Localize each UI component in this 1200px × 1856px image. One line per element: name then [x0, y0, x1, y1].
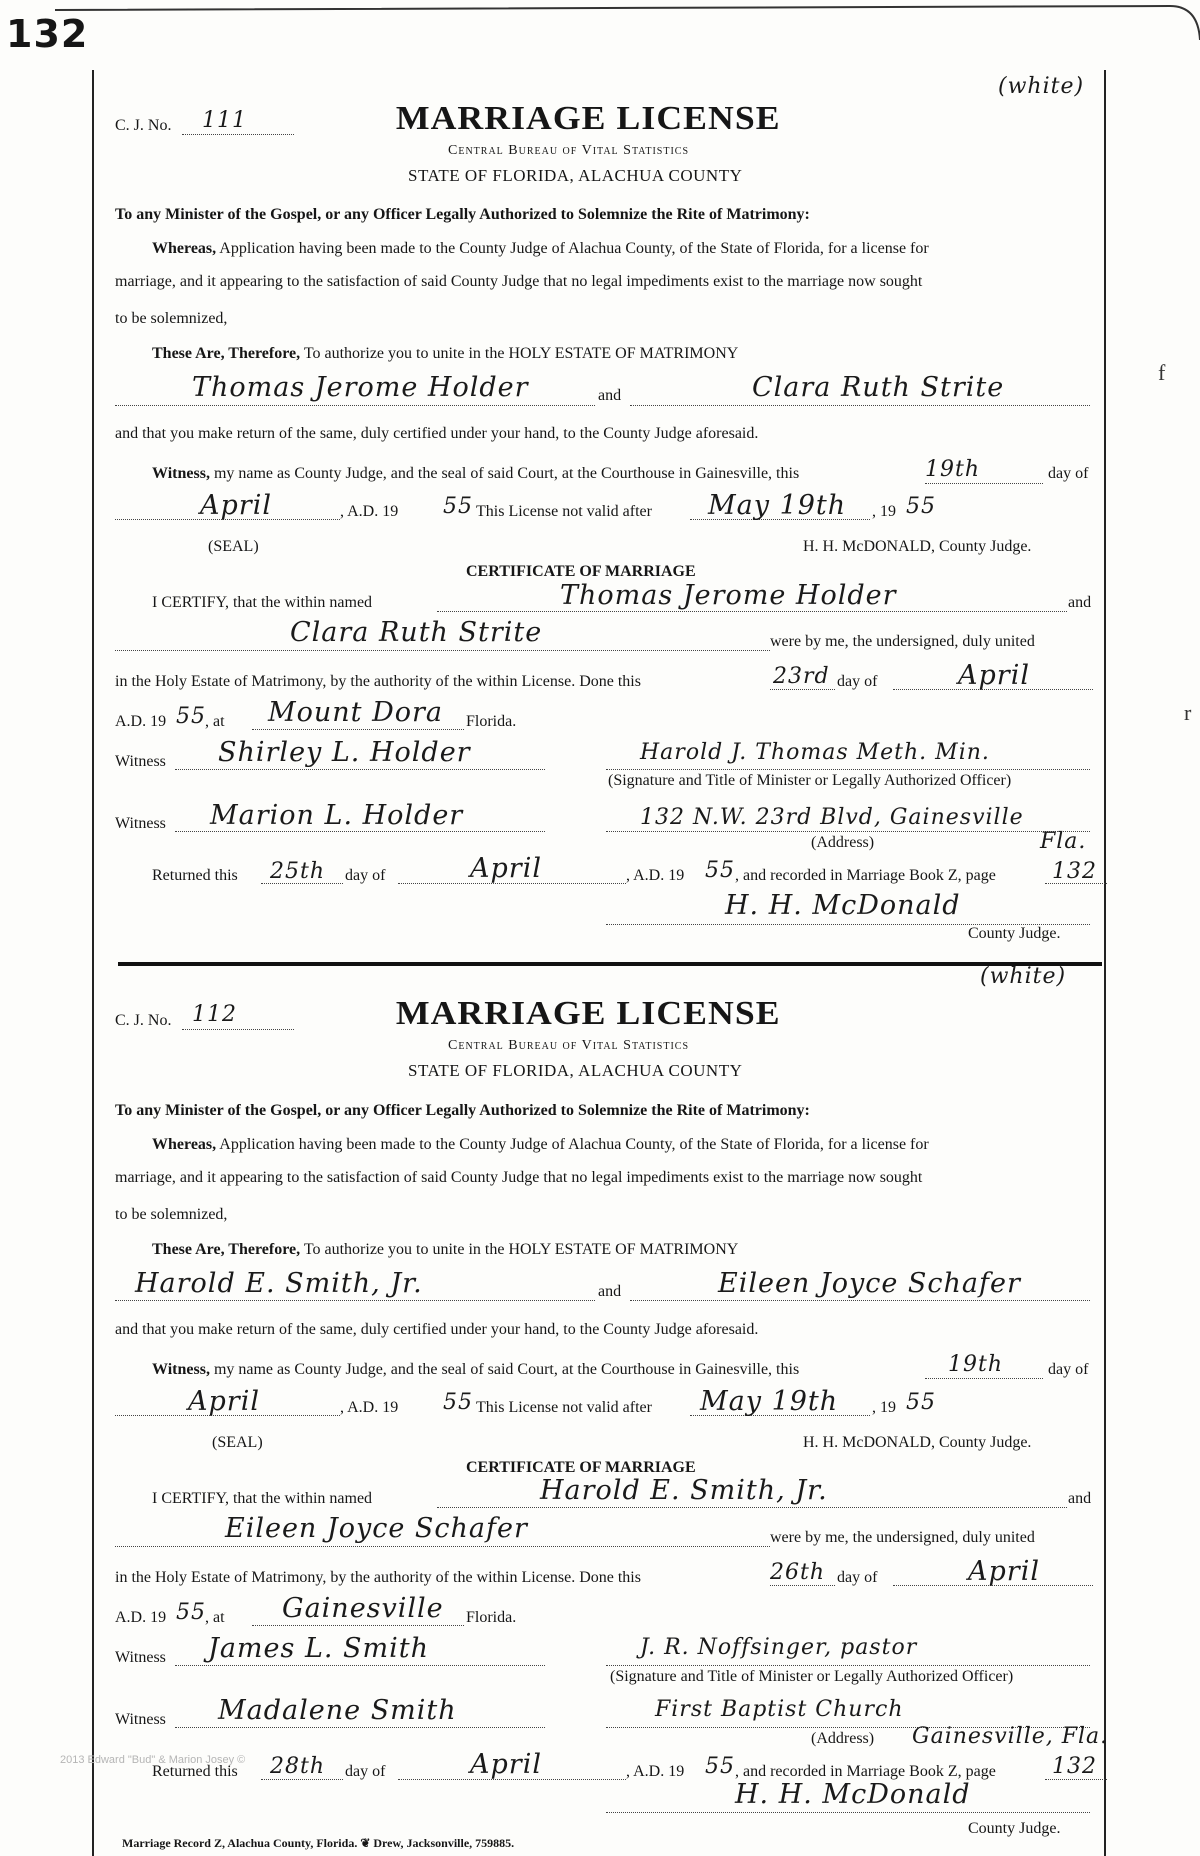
officiant-address-2: Gainesville, Fla. [912, 1724, 1109, 1749]
officiant-address: First Baptist Church [655, 1697, 904, 1722]
witness-2-label: Witness [115, 815, 166, 832]
nineteen-label: , 19 [872, 1399, 896, 1416]
race-note: (white) [998, 74, 1085, 99]
married-day: 26th [770, 1560, 826, 1585]
county-judge-label: County Judge. [968, 925, 1061, 942]
cj-label: C. J. No. [115, 1012, 172, 1029]
license-title: MARRIAGE LICENSE [395, 100, 781, 137]
witness-line: Witness, my name as County Judge, and the seal of said Court, at the Courthouse in Gainesville, this [152, 1361, 800, 1378]
address-label: (Address) [811, 834, 875, 851]
license-title: MARRIAGE LICENSE [395, 995, 781, 1032]
salutation: To any Minister of the Gospel, or any Officer Legally Authorized to Solemnize the Rite of Matrimony: [115, 1102, 810, 1119]
these-are-line: These Are, Therefore, To authorize you to unite in the HOLY ESTATE OF MATRIMONY [152, 1241, 739, 1258]
florida-label: Florida. [466, 713, 517, 730]
groom-name: Thomas Jerome Holder [192, 372, 529, 403]
seal-label: (SEAL) [208, 538, 259, 555]
witness-1-label: Witness [115, 1649, 166, 1666]
witness-2-label: Witness [115, 1711, 166, 1728]
bureau-subtitle: Central Bureau of Vital Statistics [448, 1038, 690, 1053]
record-page: 132 [1052, 859, 1097, 884]
issue-month: April [200, 490, 272, 521]
whereas-line-1: Whereas, Application having been made to the County Judge of Alachua County, of the State of Florida, for a license for [152, 1136, 929, 1153]
recorded-label: , and recorded in Marriage Book Z, page [735, 867, 996, 884]
expire-year: 55 [906, 1390, 936, 1415]
whereas-line-3: to be solemnized, [115, 1206, 228, 1223]
sig-title-label: (Signature and Title of Minister or Legally Authorized Officer) [610, 1668, 1014, 1685]
issue-year: 55 [443, 494, 473, 519]
returned-ad: , A.D. 19 [626, 1763, 685, 1780]
witness-2-name: Marion L. Holder [210, 800, 464, 831]
marriage-place: Gainesville [282, 1593, 444, 1624]
certificate-title: CERTIFICATE OF MARRIAGE [466, 563, 696, 580]
salutation: To any Minister of the Gospel, or any Officer Legally Authorized to Solemnize the Rite of Matrimony: [115, 206, 810, 223]
were-by-me: were by me, the undersigned, duly united [770, 1529, 1035, 1546]
bureau-subtitle: Central Bureau of Vital Statistics [448, 143, 690, 158]
judge-name: H. H. McDONALD, County Judge. [803, 1434, 1032, 1451]
day-of-2: day of [837, 673, 878, 690]
whereas-line-2: marriage, and it appearing to the satisfaction of said County Judge that no legal impediments exist to the marriage now sought [115, 1169, 923, 1186]
were-by-me: were by me, the undersigned, duly united [770, 633, 1035, 650]
officiant-address-2: Fla. [1040, 829, 1087, 854]
cert-groom: Thomas Jerome Holder [560, 580, 897, 611]
not-valid-label: This License not valid after [476, 1399, 652, 1416]
returned-year: 55 [705, 858, 735, 883]
returned-day: 28th [270, 1754, 326, 1779]
page-number: 132 [6, 12, 89, 56]
margin-mark-1: f [1158, 360, 1166, 385]
margin-mark-2: r [1184, 700, 1192, 725]
witness-1-name: Shirley L. Holder [218, 737, 471, 768]
day-of: day of [1048, 1361, 1089, 1378]
married-month: April [958, 660, 1030, 691]
return-text: and that you make return of the same, duly certified under your hand, to the County Judge aforesaid. [115, 1321, 759, 1338]
witness-1-label: Witness [115, 753, 166, 770]
judge-signature: H. H. McDonald [735, 1779, 971, 1810]
issue-day: 19th [948, 1352, 1004, 1377]
return-text: and that you make return of the same, duly certified under your hand, to the County Judge aforesaid. [115, 425, 759, 442]
day-of: day of [1048, 465, 1089, 482]
cert-groom: Harold E. Smith, Jr. [540, 1475, 828, 1506]
seal-label: (SEAL) [212, 1434, 263, 1451]
cj-number: 112 [192, 1002, 237, 1027]
florida-label: Florida. [466, 1609, 517, 1626]
state-county: STATE OF FLORIDA, ALACHUA COUNTY [408, 166, 743, 185]
returned-year: 55 [705, 1754, 735, 1779]
returned-label: Returned this [152, 867, 238, 884]
cj-label: C. J. No. [115, 117, 172, 134]
race-note: (white) [980, 964, 1067, 989]
officiant-address: 132 N.W. 23rd Blvd, Gainesville [640, 805, 1024, 830]
marriage-place: Mount Dora [268, 697, 444, 728]
cert-and: and [1068, 594, 1092, 611]
not-valid-label: This License not valid after [476, 503, 652, 520]
footer-text: Marriage Record Z, Alachua County, Florida. ❦ Drew, Jacksonville, 759885. [122, 1836, 515, 1850]
witness-2-name: Madalene Smith [218, 1695, 457, 1726]
at-label: , at [205, 1609, 225, 1626]
witness-1-name: James L. Smith [208, 1633, 430, 1664]
married-day: 23rd [773, 664, 830, 689]
nineteen-label: , 19 [872, 503, 896, 520]
recorded-label: , and recorded in Marriage Book Z, page [735, 1763, 996, 1780]
returned-ad: , A.D. 19 [626, 867, 685, 884]
groom-name: Harold E. Smith, Jr. [135, 1268, 423, 1299]
holy-estate-line: in the Holy Estate of Matrimony, by the authority of the within License. Done this [115, 1569, 641, 1586]
at-label: , at [205, 713, 225, 730]
judge-name: H. H. McDONALD, County Judge. [803, 538, 1032, 555]
expire-date: May 19th [708, 490, 847, 521]
holy-estate-line: in the Holy Estate of Matrimony, by the authority of the within License. Done this [115, 673, 641, 690]
copyright-watermark: 2013 Edward "Bud" & Marion Josey © [60, 1754, 246, 1766]
expire-date: May 19th [700, 1386, 839, 1417]
record-page: 132 [1052, 1754, 1097, 1779]
married-month: April [968, 1556, 1040, 1587]
day-of-2: day of [837, 1569, 878, 1586]
and-word: and [598, 1283, 622, 1300]
returned-day: 25th [270, 859, 326, 884]
issue-year: 55 [443, 1390, 473, 1415]
expire-year: 55 [906, 494, 936, 519]
witness-line: Witness, my name as County Judge, and the seal of said Court, at the Courthouse in Gainesville, this [152, 465, 800, 482]
whereas-line-3: to be solemnized, [115, 310, 228, 327]
married-year: 55 [176, 704, 206, 729]
cj-number: 111 [202, 108, 247, 133]
whereas-line-2: marriage, and it appearing to the satisfaction of said County Judge that no legal impediments exist to the marriage now sought [115, 273, 923, 290]
ad-label: , A.D. 19 [340, 503, 399, 520]
returned-day-of: day of [345, 1763, 386, 1780]
ad-label: , A.D. 19 [340, 1399, 399, 1416]
cert-bride: Eileen Joyce Schafer [225, 1513, 528, 1544]
sig-title-label: (Signature and Title of Minister or Legally Authorized Officer) [608, 772, 1012, 789]
and-word: and [598, 387, 622, 404]
officiant-signature: J. R. Noffsinger, pastor [640, 1635, 918, 1660]
officiant-signature: Harold J. Thomas Meth. Min. [640, 740, 990, 765]
issue-month: April [188, 1386, 260, 1417]
ad-line-label: A.D. 19 [115, 1609, 167, 1626]
bride-name: Eileen Joyce Schafer [718, 1268, 1021, 1299]
married-year: 55 [176, 1600, 206, 1625]
address-label: (Address) [811, 1730, 875, 1747]
whereas-line-1: Whereas, Application having been made to the County Judge of Alachua County, of the State of Florida, for a license for [152, 240, 929, 257]
state-county: STATE OF FLORIDA, ALACHUA COUNTY [408, 1061, 743, 1080]
returned-month: April [470, 853, 542, 884]
cert-bride: Clara Ruth Strite [290, 617, 543, 648]
cert-and: and [1068, 1490, 1092, 1507]
issue-day: 19th [925, 457, 981, 482]
returned-day-of: day of [345, 867, 386, 884]
ad-line-label: A.D. 19 [115, 713, 167, 730]
certificate-title: CERTIFICATE OF MARRIAGE [466, 1459, 696, 1476]
returned-label: Returned this [152, 1763, 238, 1780]
county-judge-label: County Judge. [968, 1820, 1061, 1837]
certify-label: I CERTIFY, that the within named [152, 594, 373, 611]
returned-month: April [470, 1749, 542, 1780]
certify-label: I CERTIFY, that the within named [152, 1490, 373, 1507]
bride-name: Clara Ruth Strite [752, 372, 1005, 403]
these-are-line: These Are, Therefore, To authorize you to unite in the HOLY ESTATE OF MATRIMONY [152, 345, 739, 362]
section-divider [118, 962, 1102, 966]
page-corner-curve [0, 0, 1200, 60]
judge-signature: H. H. McDonald [725, 890, 961, 921]
